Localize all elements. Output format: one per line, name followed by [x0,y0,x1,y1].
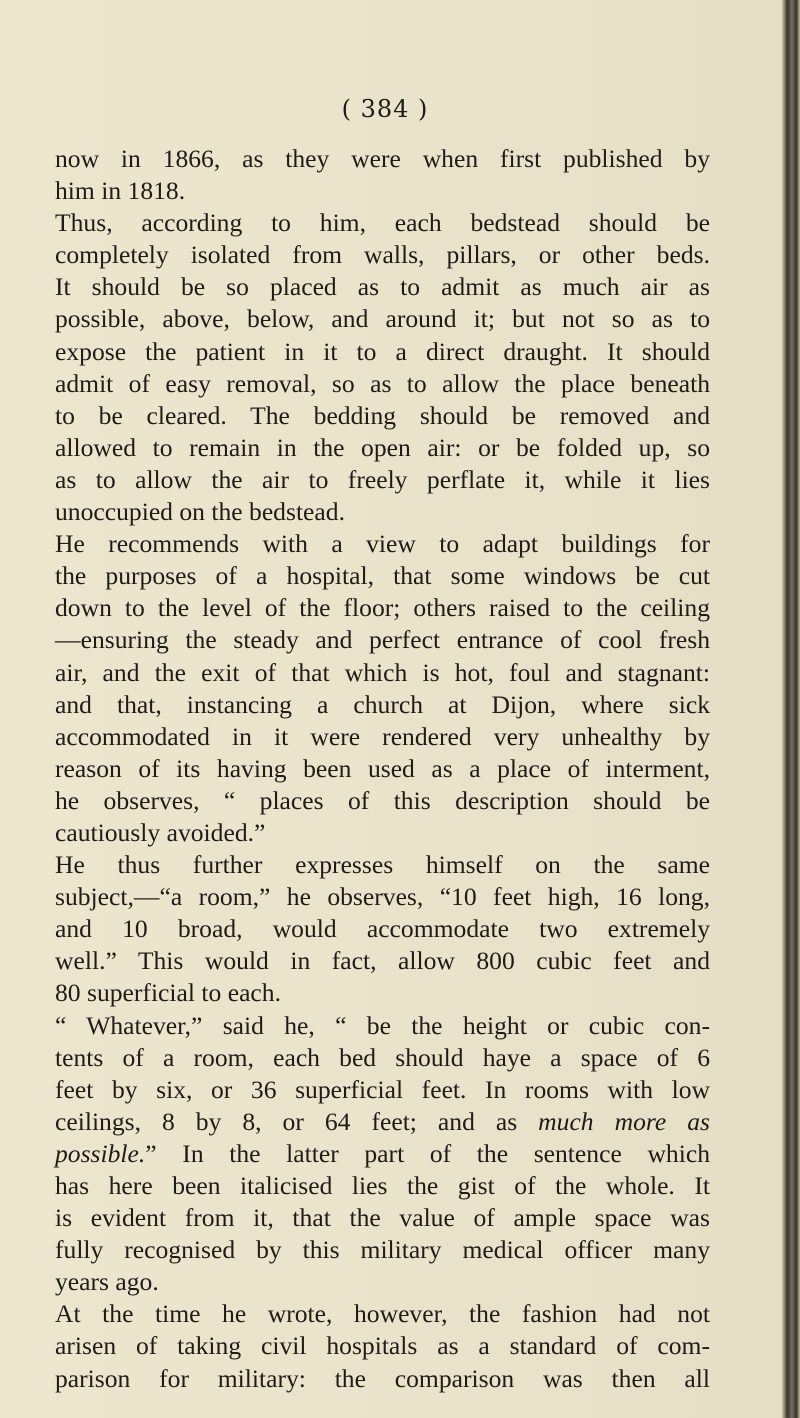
text-line [55,1138,710,1170]
text-line: to be cleared. The bedding should be removed and [55,400,710,430]
text-line: as to allow the air to freely perflate it, while it lies [55,464,710,494]
text-line: arisen of taking civil hospitals as a standard of com- [55,1331,710,1361]
text-line: the purposes of a hospital, that some windows be cut [55,561,710,591]
text-line: “ Whatever,” said he, “ be the height or cubic con- [55,1010,710,1040]
text-line: —ensuring the steady and perfect entrance of cool fresh [55,625,710,655]
text-line: completely isolated from walls, pillars, or other beds. [55,240,710,270]
italic-text: possible. [55,1138,146,1168]
text-line: has here been italicised lies the gist of the whole. It [55,1171,710,1200]
text-line: He recommends with a view to adapt buildings for [55,529,710,559]
text-line: and that, instancing a church at Dijon, where sick [55,689,710,719]
text-line: He thus further expresses himself on the same [55,850,710,880]
text-line: he observes, “ places of this description should be [55,785,710,815]
page-number: ( 384 ) [341,95,429,123]
text-line: subject,—“a room,” he observes, “10 feet high, 16 long, [55,882,710,912]
text-line: fully recognised by this military medical officer many [55,1235,710,1265]
text-line: parison for military: the comparison was then all [55,1363,710,1393]
text-line: air, and the exit of that which is hot, foul and stagnant: [55,657,710,687]
text-line: years ago. [55,1267,159,1297]
text-line: allowed to remain in the open air: or be folded up, so [55,432,710,462]
text-line: tents of a room, each bed should haye a space of 6 [55,1042,710,1072]
text-line: expose the patient in it to a direct draught. It should [55,336,710,366]
text-line: Thus, according to him, each bedstead should be [55,208,710,238]
text-line: possible, above, below, and around it; but not so as to [55,304,710,334]
text-line: It should be so placed as to admit as much air as [55,272,710,302]
text-line: reason of its having been used as a place of interment, [55,753,710,783]
text-line: is evident from it, that the value of ample space was [55,1203,710,1233]
text-line: and 10 broad, would accommodate two extremely [55,914,710,944]
text-line: 80 superficial to each. [55,978,281,1008]
text-line: At the time he wrote, however, the fashion had not [55,1299,710,1329]
text-segment: ceilings, 8 by 8, or 64 feet; and as [55,1106,539,1136]
body-text [55,143,710,1395]
text-line: admit of easy removal, so as to allow the place beneath [55,368,710,398]
text-line: feet by six, or 36 superficial feet. In rooms with low [55,1074,710,1104]
italic-text: much more as [538,1106,710,1136]
text-line: him in 1818. [55,176,186,206]
page-edge-shadow [782,0,800,1418]
text-line: down to the level of the floor; others raised to the ceiling [55,593,710,623]
text-line: unoccupied on the bedstead. [55,497,345,527]
text-segment: ” In the latter part of the sentence which [145,1138,710,1168]
text-line [55,1106,710,1138]
text-line: accommodated in it were rendered very unhealthy by [55,721,710,751]
text-line: now in 1866, as they were when first published by [55,144,710,173]
text-line: cautiously avoided.” [55,817,266,847]
text-line: well.” This would in fact, allow 800 cubic feet and [55,946,710,976]
